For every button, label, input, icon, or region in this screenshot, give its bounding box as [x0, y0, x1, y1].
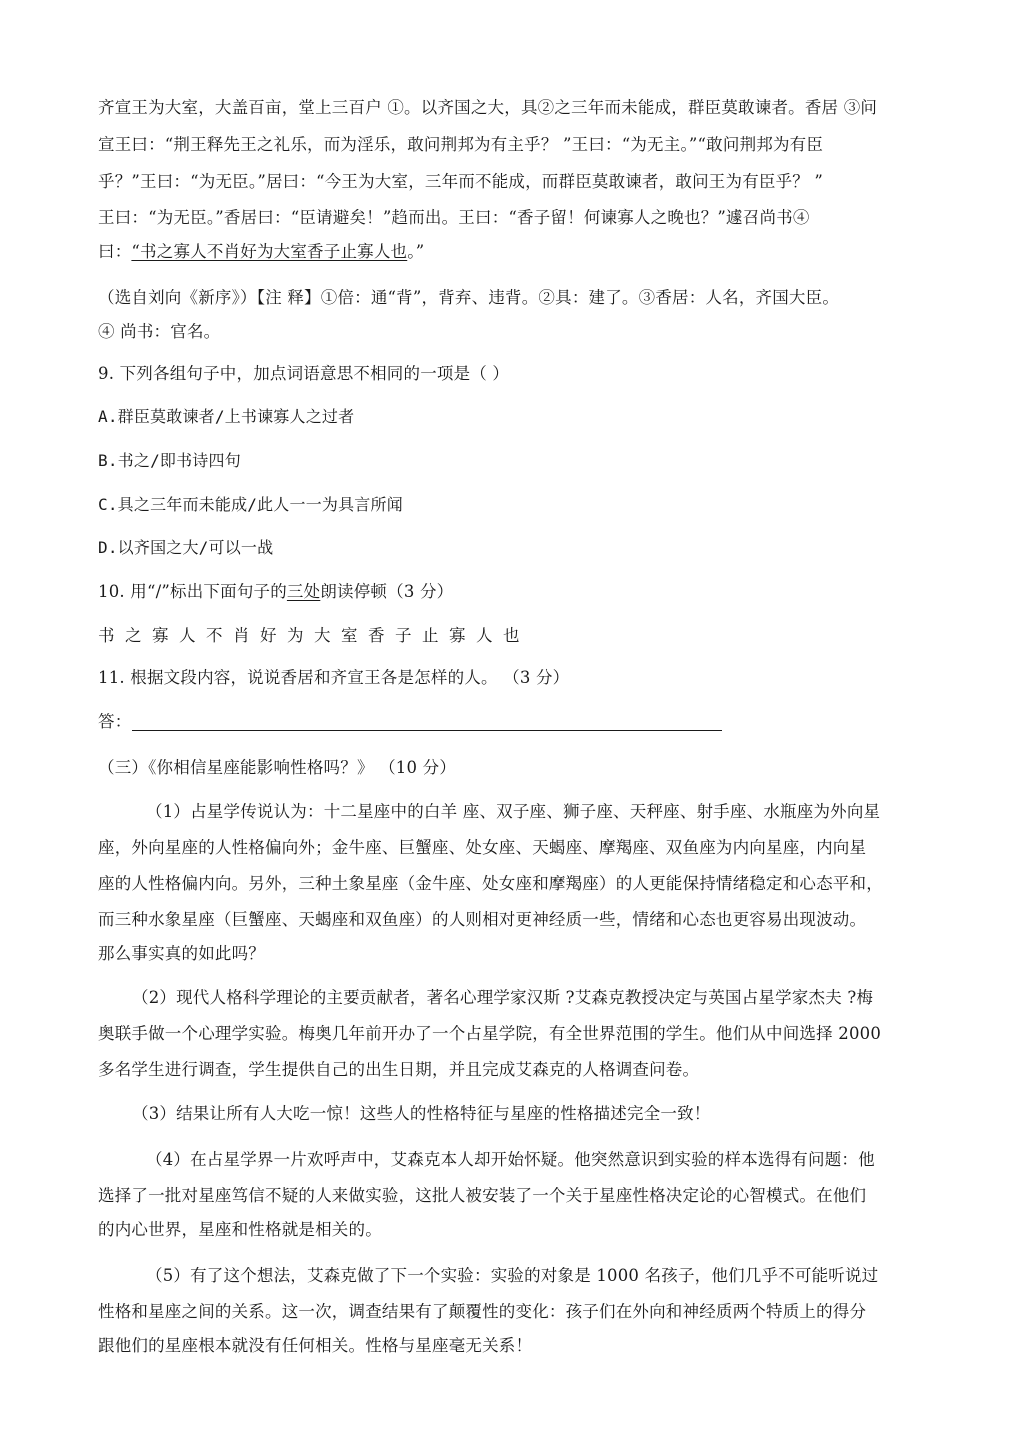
passage-line: 王曰：“为无臣。”香居曰：“臣请避矣！”趋而出。王曰：“香子留！何谏寡人之晚也？”遽召尚书④ [98, 208, 810, 227]
passage-line: 齐宣王为大室，大盖百亩，堂上三百户 ①。以齐国之大，具②之三年而未能成，群臣莫敢谏者。香居 ③问 [98, 98, 878, 117]
passage-last-prefix: 曰： [98, 242, 132, 261]
passage-underlined-sentence: “书之寡人不肖好为大室香子止寡人也 [131, 242, 408, 261]
paragraph-5-line: （5）有了这个想法，艾森克做了下一个实验：实验的对象是 1000 名孩子，他们几乎不可能听说过 [146, 1266, 879, 1285]
paragraph-4-line: 选择了一批对星座笃信不疑的人来做实验，这批人被安装了一个关于星座性格决定论的心智模式。在他们 [98, 1186, 867, 1205]
option-a: A.群臣莫敢谏者/上书谏寡人之过者 [98, 407, 355, 426]
passage-line: 乎？”王曰：“为无臣。”居曰：“今王为大室，三年而不能成，而群臣莫敢谏者，敢问王为有臣乎？ ” [98, 172, 824, 191]
passage-line [98, 242, 424, 262]
source-note-cont: ④ 尚书：官名。 [98, 322, 221, 341]
paragraph-2-line: （2）现代人格科学理论的主要贡献者，著名心理学家汉斯 ?艾森克教授决定与英国占星学家杰夫 ?梅 [132, 988, 874, 1007]
paragraph-5-line: 跟他们的星座根本就没有任何相关。性格与星座毫无关系！ [98, 1336, 533, 1355]
question-10-sentence: 书之寡人不肖好为大室香子止寡人也 [98, 626, 530, 645]
paragraph-1-line: 座，外向星座的人性格偏向外；金牛座、巨蟹座、处女座、天蝎座、摩羯座、双鱼座为内向星座，内向星 [98, 838, 867, 857]
question-10-stem: 10. 用“/”标出下面句子的三处朗读停顿（3 分） [98, 582, 454, 601]
passage-line: 宣王曰：“荆王释先王之礼乐，而为淫乐，敢问荆邦为有主乎？ ”王曰：“为无主。”“敢问荆邦为有臣 [98, 135, 824, 154]
answer-blank-line[interactable] [132, 730, 722, 731]
question-11-stem: 11. 根据文段内容，说说香居和齐宣王各是怎样的人。 （3 分） [98, 668, 570, 687]
paragraph-4-line: （4）在占星学界一片欢呼声中，艾森克本人却开始怀疑。他突然意识到实验的样本选得有问题：他 [146, 1150, 875, 1169]
paragraph-3-line: （3）结果让所有人大吃一惊！这些人的性格特征与星座的性格描述完全一致！ [132, 1104, 711, 1123]
paragraph-1-line: 那么事实真的如此吗？ [98, 944, 265, 963]
passage-last-suffix: 。” [407, 242, 425, 261]
paragraph-5-line: 性格和星座之间的关系。这一次，调查结果有了颠覆性的变化：孩子们在外向和神经质两个特质上的得分 [98, 1302, 867, 1321]
option-b: B.书之/即书诗四句 [98, 451, 241, 470]
paragraph-1-line: 而三种水象星座（巨蟹座、天蝎座和双鱼座）的人则相对更神经质一些，情绪和心态也更容易出现波动。 [98, 910, 867, 929]
paragraph-1-line: （1）占星学传说认为：十二星座中的白羊 座、双子座、狮子座、天秤座、射手座、水瓶座为外向星 [146, 802, 881, 821]
answer-label: 答： [98, 712, 132, 731]
paragraph-4-line: 的内心世界，星座和性格就是相关的。 [98, 1220, 382, 1239]
source-note: （选自刘向《新序》）【注 释】①倍：通“背”，背弃、违背。②具：建了。③香居：人名，齐国大臣。 [98, 288, 840, 307]
question-9-stem: 9. 下列各组句子中，加点词语意思不相同的一项是（ ） [98, 364, 510, 383]
paragraph-2-line: 多名学生进行调查，学生提供自己的出生日期，并且完成艾森克的人格调查问卷。 [98, 1060, 700, 1079]
underlined-count: 三处 [286, 582, 321, 601]
option-c: C.具之三年而未能成/此人一一为具言所闻 [98, 495, 403, 514]
paragraph-2-line: 奥联手做一个心理学实验。梅奥几年前开办了一个占星学院，有全世界范围的学生。他们从中间选择 2000 [98, 1024, 882, 1043]
paragraph-1-line: 座的人性格偏内向。另外，三种土象星座（金牛座、处女座和摩羯座）的人更能保持情绪稳定和心态平和， [98, 874, 883, 893]
section-3-title: （三）《你相信星座能影响性格吗？》 （10 分） [98, 758, 457, 777]
option-d: D.以齐国之大/可以一战 [98, 538, 274, 557]
